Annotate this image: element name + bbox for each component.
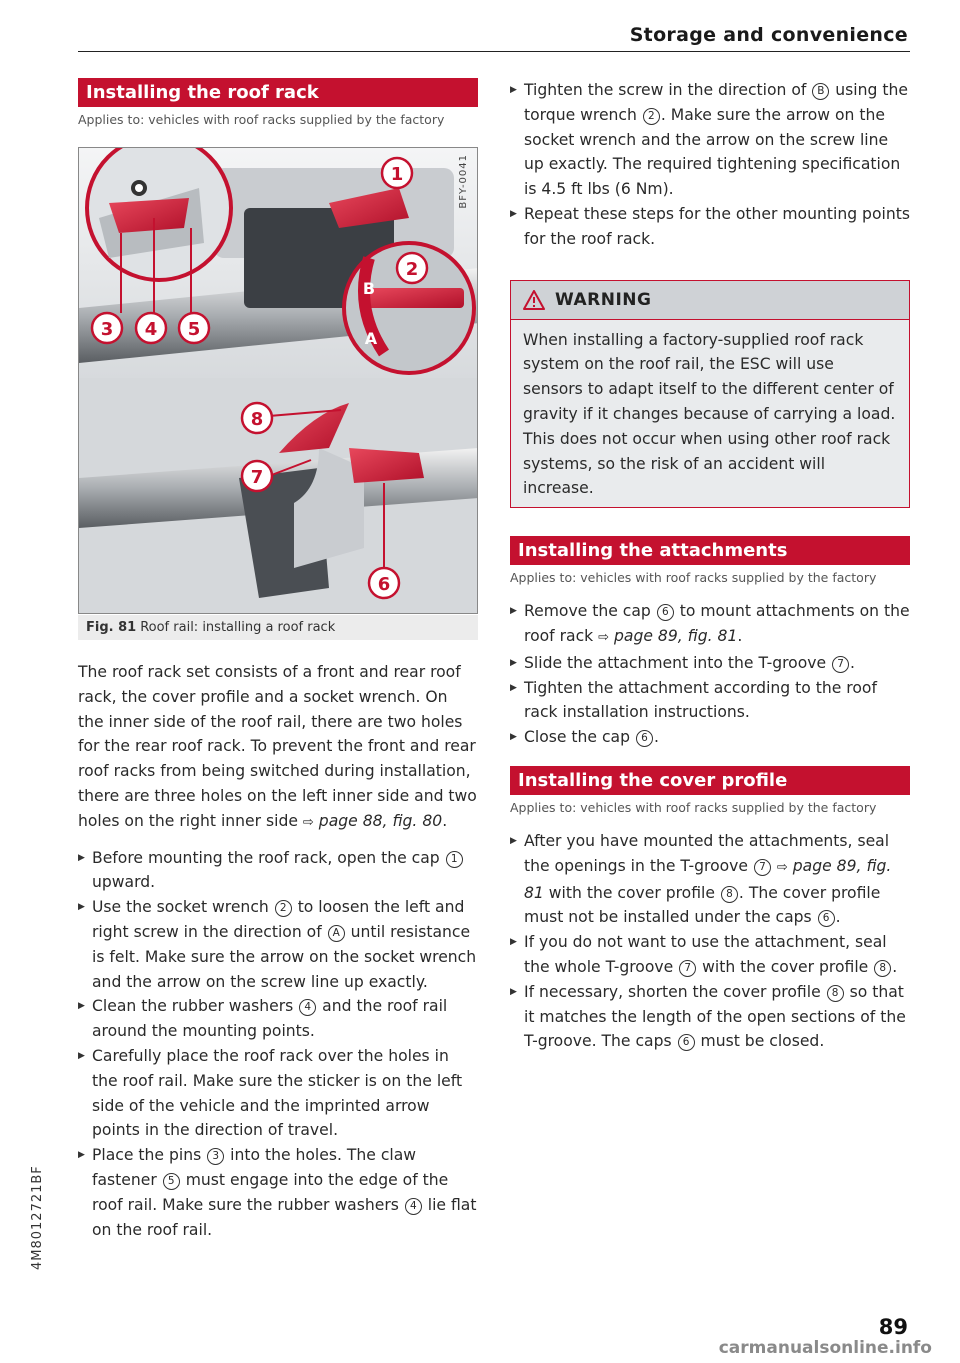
list-item: ▶ After you have mounted the attachments, seal the openings in the T-groove 7 ⇨ page 89, fig. 81 with the cover profile 8 . The cover profile must not be installed under the caps 6 . (510, 829, 910, 930)
callout-6 (369, 568, 399, 598)
roof-rail-illustration (79, 148, 478, 614)
section-title-cover-profile: Installing the cover profile (510, 766, 910, 795)
list-item: ▶ Tighten the screw in the direction of B using the torque wrench 2 . Make sure the arrow on the socket wrench and the arrow on the screw line up exactly. The required tightening specification is 4.5 ft lbs (6 Nm). (510, 78, 910, 202)
intro-paragraph: The roof rack set consists of a front and rear roof rack, the cover profile and a socket wrench. On the inner side of the roof rail, there are two holes for the rear roof rack. To prevent the front and rear roof racks from being switched during installation, there are three holes on the left inner side and two holes on the right inner side ⇨ page 88, fig. 80. (78, 663, 477, 830)
marker-4: 4 (299, 999, 316, 1016)
svg-text:B: B (362, 279, 376, 298)
svg-text:8: 8 (250, 409, 264, 430)
page-reference[interactable]: ⇨ page 88, fig. 80 (302, 811, 443, 830)
marker-8: 8 (874, 960, 891, 977)
list-item: ▶ Before mounting the roof rack, open the cap 1 upward. (78, 846, 478, 896)
list-item: ▶ Remove the cap 6 to mount attachments on the roof rack ⇨ page 89, fig. 81. (510, 599, 910, 651)
marker-8: 8 (827, 985, 844, 1002)
section-title-attachments: Installing the attachments (510, 536, 910, 565)
watermark: carmanualsonline.info (718, 1338, 932, 1358)
list-item: ▶ Use the socket wrench 2 to loosen the left and right screw in the direction of A until resistance is felt. Make sure the arrow on the socket wrench and the arrow on the screw line up exactly. (78, 895, 478, 994)
figure-id: BFY-0041 (458, 154, 469, 209)
cover-profile-steps-list (510, 829, 910, 1054)
warning-header (511, 281, 909, 319)
marker-b: B (812, 83, 829, 100)
marker-7: 7 (832, 656, 849, 673)
marker-7: 7 (754, 859, 771, 876)
warning-body (511, 319, 909, 508)
header-rule (78, 51, 910, 52)
callout-3 (92, 313, 122, 343)
figure-caption (78, 615, 478, 640)
figure-roof-rail (78, 147, 478, 614)
marker-6: 6 (818, 910, 835, 927)
page-number: 89 (878, 1315, 908, 1339)
marker-5: 5 (163, 1173, 180, 1190)
marker-2: 2 (275, 900, 292, 917)
svg-text:1: 1 (390, 164, 404, 185)
attachments-steps-list (510, 599, 910, 750)
list-item: ▶ If necessary, shorten the cover profile 8 so that it matches the length of the open sections of the T-groove. The caps 6 must be closed. (510, 980, 910, 1054)
page-reference[interactable]: ⇨ page 89, fig. 81 (598, 626, 738, 645)
marker-1: 1 (446, 851, 463, 868)
install-steps-list (78, 846, 478, 1243)
section-title-roof-rack: Installing the roof rack (78, 78, 478, 107)
list-item: ▶ If you do not want to use the attachment, seal the whole T-groove 7 with the cover profile 8 . (510, 930, 910, 980)
marker-4: 4 (405, 1198, 422, 1215)
page-reference[interactable]: ⇨ page 89, fig. 81 (524, 856, 892, 902)
applies-to-roof-rack: Applies to: vehicles with roof racks supplied by the factory (78, 112, 445, 127)
right-column (510, 78, 910, 1054)
marker-6: 6 (678, 1034, 695, 1051)
figure-caption-text: Roof rail: installing a roof rack (140, 620, 336, 635)
callout-8 (242, 403, 272, 433)
marker-a: A (328, 925, 345, 942)
document-code: 4M8012721BF (30, 1165, 45, 1270)
callout-7 (242, 461, 272, 491)
list-item: ▶ Clean the rubber washers 4 and the roof rail around the mounting points. (78, 994, 478, 1044)
list-item: ▶ Place the pins 3 into the holes. The claw fastener 5 must engage into the edge of the roof rail. Make sure the rubber washers 4 lie flat on the roof rail. (78, 1143, 478, 1242)
list-item: ▶ Carefully place the roof rack over the holes in the roof rail. Make sure the sticker is on the left side of the vehicle and the imprinted arrow points in the direction of travel. (78, 1044, 478, 1143)
warning-text: When installing a factory-supplied roof rack system on the roof rail, the ESC will use sensors to adapt itself to the different center of gravity if it changes because of carrying a load. This does not occur when using other roof rack systems, so the risk of an accident will increase. (523, 330, 896, 498)
callout-4 (136, 313, 166, 343)
warning-title: WARNING (555, 289, 652, 310)
marker-3: 3 (207, 1148, 224, 1165)
warning-triangle-icon (523, 290, 545, 310)
marker-7: 7 (679, 960, 696, 977)
marker-8: 8 (721, 886, 738, 903)
svg-text:2: 2 (405, 259, 419, 280)
callout-1 (382, 158, 412, 188)
list-item: ▶ Slide the attachment into the T-groove 7 . (510, 651, 910, 676)
svg-text:4: 4 (144, 319, 158, 340)
svg-text:6: 6 (377, 574, 391, 595)
svg-text:3: 3 (100, 319, 114, 340)
warning-box (510, 280, 910, 509)
svg-text:A: A (364, 329, 378, 348)
callout-2 (397, 253, 427, 283)
running-header: Storage and convenience (629, 24, 908, 46)
svg-text:7: 7 (250, 467, 264, 488)
marker-6: 6 (636, 730, 653, 747)
list-item: ▶ Repeat these steps for the other mounting points for the roof rack. (510, 202, 910, 252)
left-column (78, 78, 478, 1242)
list-item: ▶ Tighten the attachment according to the roof rack installation instructions. (510, 676, 910, 726)
marker-2: 2 (643, 108, 660, 125)
callout-a (365, 329, 378, 348)
applies-to-attachments: Applies to: vehicles with roof racks supplied by the factory (510, 570, 877, 586)
marker-6: 6 (657, 604, 674, 621)
install-steps-continued (510, 78, 910, 252)
callout-b (363, 279, 375, 298)
list-item: ▶ Close the cap 6 . (510, 725, 910, 750)
figure-label: Fig. 81 (86, 620, 137, 635)
applies-to-cover-profile: Applies to: vehicles with roof racks supplied by the factory (510, 799, 877, 815)
callout-5 (179, 313, 209, 343)
svg-text:5: 5 (187, 319, 201, 340)
